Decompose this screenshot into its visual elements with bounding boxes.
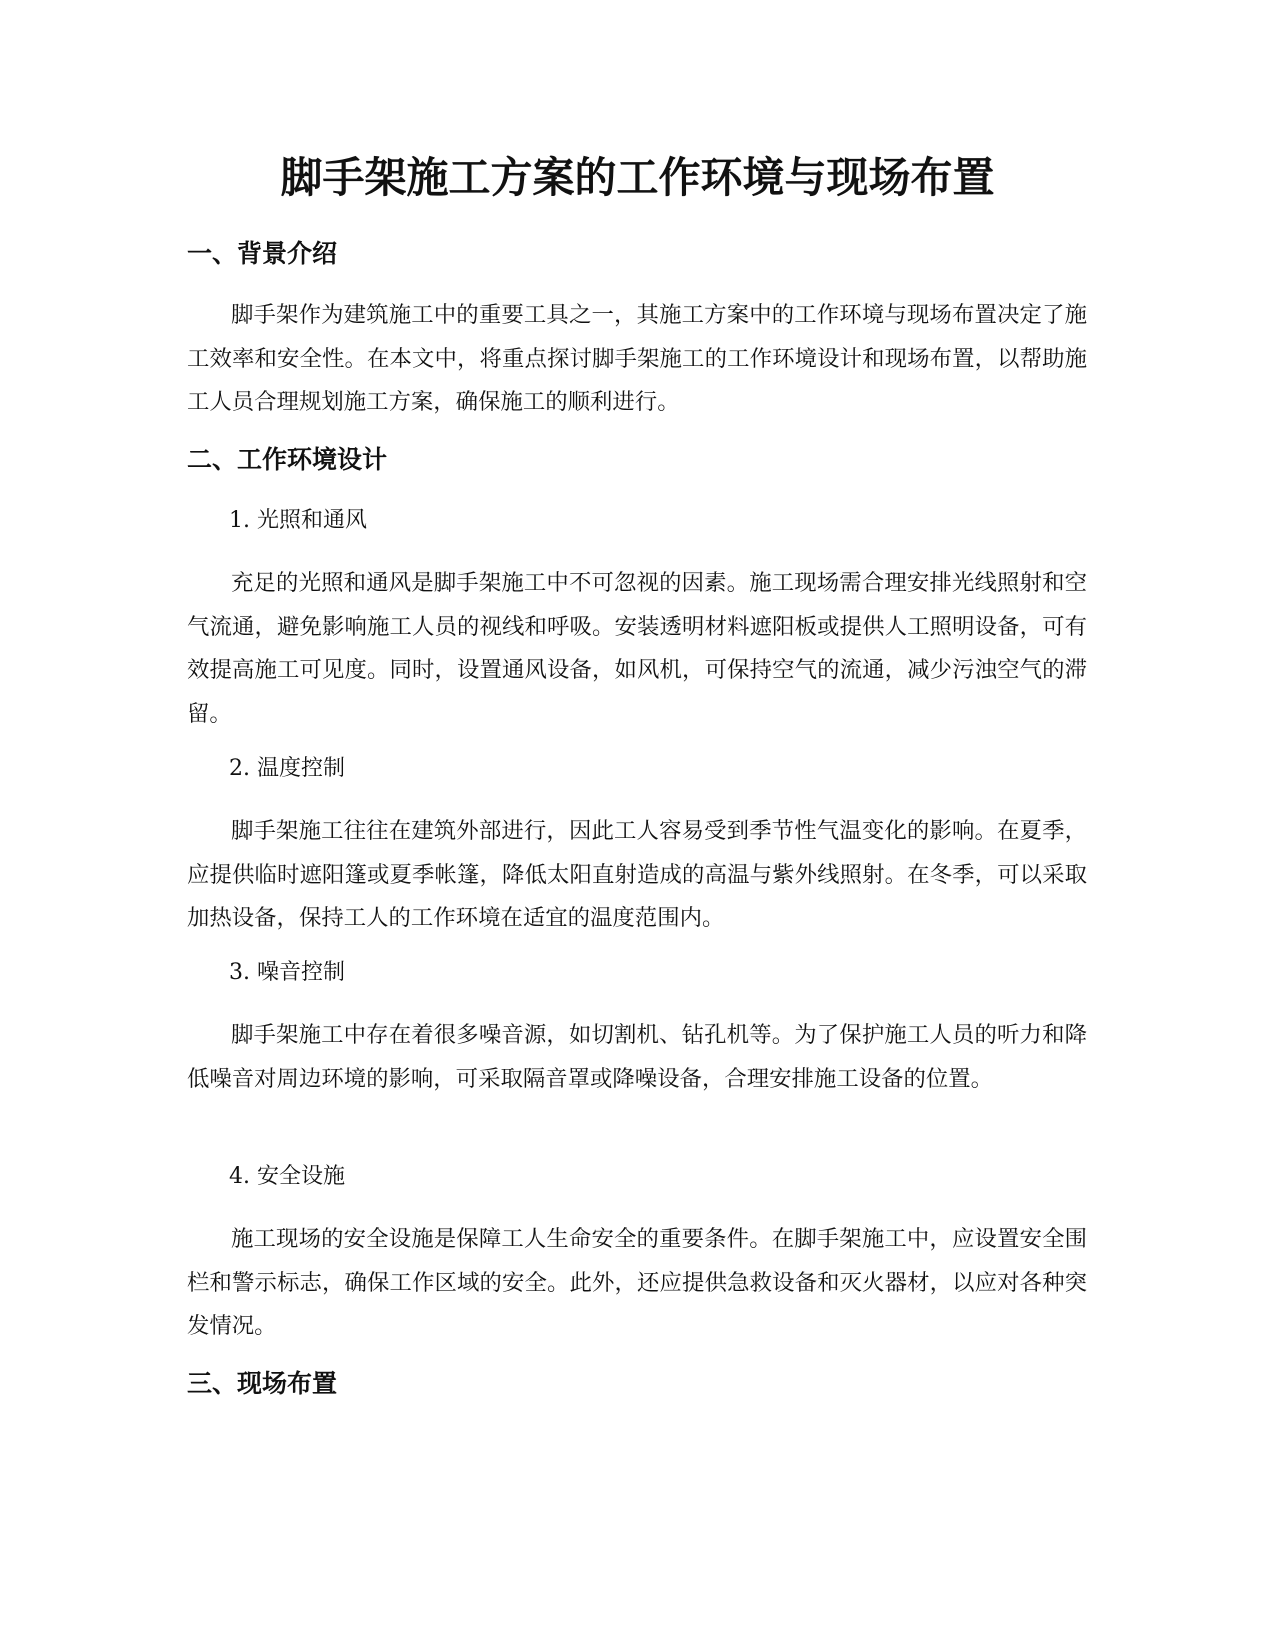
subheading-noise-control: 3. 噪音控制 bbox=[229, 960, 345, 985]
subheading-safety-facilities: 4. 安全设施 bbox=[229, 1164, 345, 1189]
subheading-lighting-ventilation: 1. 光照和通风 bbox=[229, 508, 367, 533]
paragraph-lighting-ventilation: 充足的光照和通风是脚手架施工中不可忽视的因素。施工现场需合理安排光线照射和空气流通，避免影响施工人员的视线和呼吸。安装透明材料遮阳板或提供人工照明设备，可有效提高施工可见度。同时，设置通风设备，如风机，可保持空气的流通，减少污浊空气的滞留。 bbox=[187, 570, 1087, 727]
section-heading-site-layout: 三、现场布置 bbox=[187, 1369, 338, 1398]
document-title: 脚手架施工方案的工作环境与现场布置 bbox=[280, 153, 995, 202]
subheading-temperature-control: 2. 温度控制 bbox=[229, 756, 345, 781]
paragraph-safety-facilities: 施工现场的安全设施是保障工人生命安全的重要条件。在脚手架施工中，应设置安全围栏和警示标志，确保工作区域的安全。此外，还应提供急救设备和灭火器材，以应对各种突发情况。 bbox=[187, 1226, 1087, 1339]
section-heading-work-environment: 二、工作环境设计 bbox=[187, 445, 388, 474]
paragraph-background: 脚手架作为建筑施工中的重要工具之一，其施工方案中的工作环境与现场布置决定了施工效率和安全性。在本文中，将重点探讨脚手架施工的工作环境设计和现场布置，以帮助施工人员合理规划施工方案，确保施工的顺利进行。 bbox=[187, 302, 1087, 415]
section-heading-background: 一、背景介绍 bbox=[187, 239, 338, 268]
paragraph-noise-control: 脚手架施工中存在着很多噪音源，如切割机、钻孔机等。为了保护施工人员的听力和降低噪音对周边环境的影响，可采取隔音罩或降噪设备，合理安排施工设备的位置。 bbox=[187, 1022, 1087, 1092]
paragraph-temperature-control: 脚手架施工往往在建筑外部进行，因此工人容易受到季节性气温变化的影响。在夏季，应提供临时遮阳篷或夏季帐篷，降低太阳直射造成的高温与紫外线照射。在冬季，可以采取加热设备，保持工人的工作环境在适宜的温度范围内。 bbox=[187, 818, 1087, 931]
